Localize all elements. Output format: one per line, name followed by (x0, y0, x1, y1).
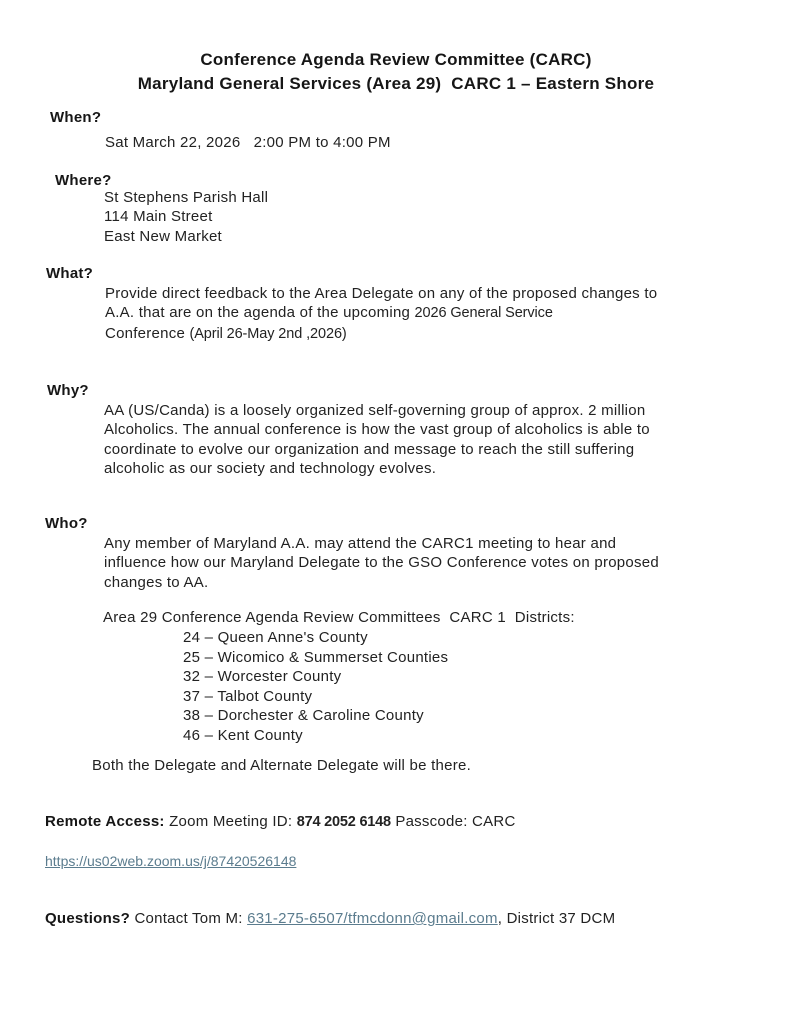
zoom-meeting-id-label: Zoom Meeting ID: (169, 813, 297, 830)
where-heading: Where? (55, 172, 112, 189)
document-title-line1: Conference Agenda Review Committee (CARC) (200, 50, 592, 69)
contact-suffix: , District 37 DCM (497, 910, 616, 927)
what-line3 (105, 324, 657, 344)
what-conference-dates: (April 26-May 2nd ,2026) (189, 325, 347, 342)
what-line2-start: A.A. that are on the agenda of the upcoming (105, 304, 415, 322)
who-body (104, 534, 659, 592)
where-address (104, 188, 268, 246)
why-line1: AA (US/Canda) is a loosely organized self-governing group of approx. 2 million (104, 402, 646, 419)
district-item: 32 – Worcester County (183, 668, 342, 686)
why-line4: alcoholic as our society and technology evolves. (104, 460, 437, 478)
district-item: 24 – Queen Anne's County (183, 629, 368, 646)
what-body (105, 284, 657, 344)
what-line3-start: Conference (105, 324, 190, 342)
district-item: 37 – Talbot County (183, 687, 313, 705)
zoom-link-line (45, 853, 296, 870)
district-item: 46 – Kent County (183, 726, 303, 744)
who-line2: influence how our Maryland Delegate to the GSO Conference votes on proposed (104, 554, 659, 572)
why-heading: Why? (47, 382, 89, 399)
remote-access-line (45, 812, 516, 832)
when-heading: When? (50, 109, 102, 126)
what-line2 (105, 303, 657, 323)
where-venue: St Stephens Parish Hall (104, 189, 269, 206)
where-street: 114 Main Street (104, 208, 213, 226)
what-line1: Provide direct feedback to the Area Delegate on any of the proposed changes to (105, 285, 658, 302)
remote-access-label: Remote Access: (45, 813, 170, 830)
what-line2-alt: 2026 General Service (414, 305, 553, 322)
questions-line (45, 909, 615, 928)
who-line1: Any member of Maryland A.A. may attend the CARC1 meeting to hear and (104, 535, 617, 552)
document-title-line2: Maryland General Services (Area 29) CARC 1 – Eastern Shore (137, 74, 655, 93)
zoom-meeting-link[interactable]: https://us02web.zoom.us/j/87420526148 (45, 853, 297, 869)
district-item: 38 – Dorchester & Caroline County (183, 707, 424, 725)
why-line3: coordinate to evolve our organization and message to reach the still suffering (104, 440, 635, 458)
when-datetime: Sat March 22, 2026 2:00 PM to 4:00 PM (105, 134, 391, 151)
where-city: East New Market (104, 227, 222, 245)
district-item: 25 – Wicomico & Summerset Counties (183, 648, 449, 666)
what-heading: What? (46, 265, 94, 282)
districts-list (183, 628, 448, 746)
why-line2: Alcoholics. The annual conference is how the vast group of alcoholics is able to (104, 421, 650, 439)
who-line3: changes to AA. (104, 573, 209, 591)
questions-label: Questions? (45, 910, 135, 927)
who-heading: Who? (45, 515, 88, 532)
districts-intro: Area 29 Conference Agenda Review Committees CARC 1 Districts: (103, 609, 575, 626)
document-title (0, 48, 792, 96)
why-body (104, 401, 650, 479)
contact-phone-email-link[interactable]: 631-275-6507/tfmcdonn@gmail.com (247, 910, 498, 927)
contact-prefix: Contact Tom M: (134, 910, 248, 927)
zoom-passcode: Passcode: CARC (390, 813, 516, 830)
zoom-meeting-id: 874 2052 6148 (296, 814, 391, 830)
delegates-closing-note: Both the Delegate and Alternate Delegate will be there. (92, 757, 471, 774)
